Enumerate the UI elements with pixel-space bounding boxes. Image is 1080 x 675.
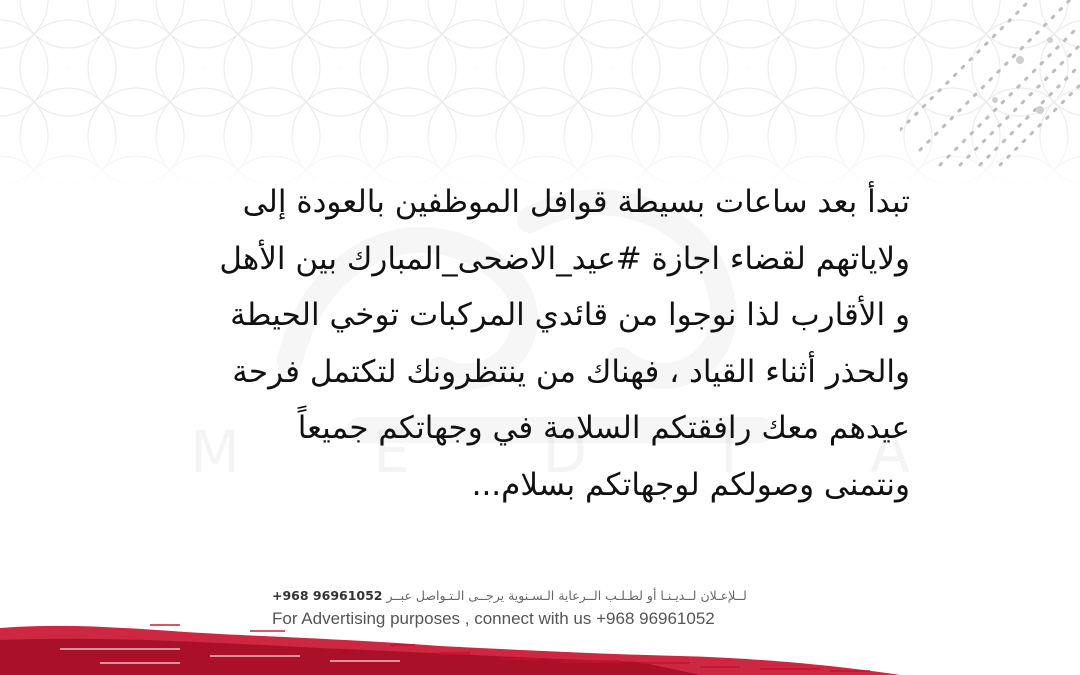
post-body xyxy=(150,174,910,513)
footer-arabic-phone: +968 96961052 xyxy=(272,588,383,603)
post-line: تبدأ بعد ساعات بسيطة قوافل الموظفين بالعودة إلى xyxy=(242,184,910,220)
post-line: والحذر أثناء القياد ، فهناك من ينتظرونك لتكتمل فرحة xyxy=(232,353,910,390)
post-line: و الأقارب لذا نوجوا من قائدي المركبات توخي الحيطة xyxy=(230,297,910,333)
dotted-lines-decoration-icon xyxy=(900,0,1080,170)
post-line: عيدهم معك رافقتكم السلامة في وجهاتكم جميعاً xyxy=(297,410,910,446)
post-line: ونتمنى وصولكم لوجهاتكم بسلام... xyxy=(471,466,910,503)
footer-english-contact: For Advertising purposes , connect with us +968 96961052 xyxy=(272,609,715,628)
red-brush-stroke xyxy=(0,600,1080,675)
post-line: ولاياتهم لقضاء اجازة #عيد_الاضحى_المبارك بين الأهل xyxy=(219,240,910,277)
footer-arabic-text: لــلإعـلان لــديـنـا أو لطـلـب الــرعاية الـسـنوية يرجــى الـتـواصل عبــر xyxy=(386,588,747,603)
